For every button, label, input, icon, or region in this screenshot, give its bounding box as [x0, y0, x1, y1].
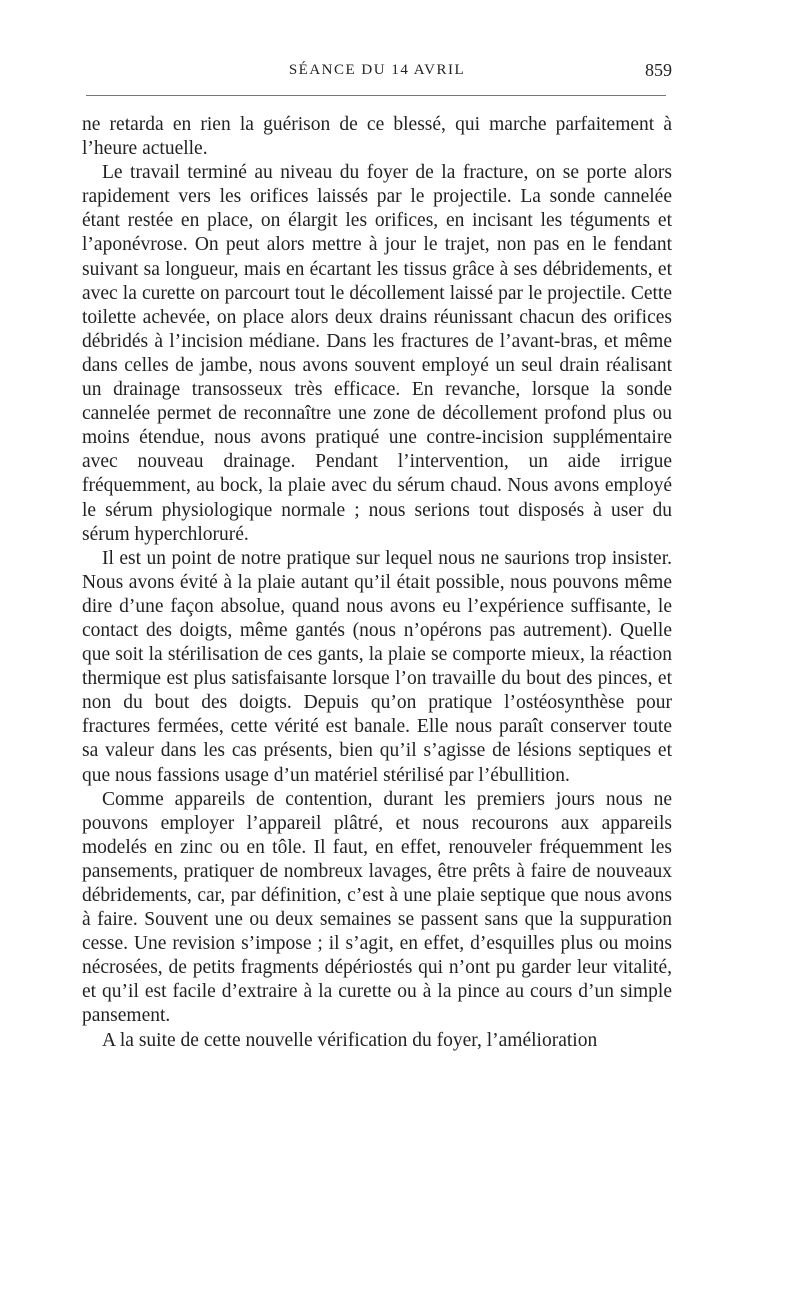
paragraph-point-de-pratique: Il est un point de notre pratique sur lequel nous ne saurions trop insister. Nous avons évité à la plaie autant qu’il était possible, nous pouvons même dire d’une façon absolue, quand nous avons eu l’expérience suffisante, le contact des doigts, même gantés (nous n’opérons pas autrement). Quelle que soit la stérilisation de ces gants, la plaie se comporte mieux, la réaction thermique est plus satisfaisante lorsque l’on travaille du bout des pinces, et non du bout des doigts. Depuis qu’on pratique l’ostéosynthèse pour fractures fermées, cette vérité est banale. Elle nous paraît conserver toute sa valeur dans les cas présents, bien qu’il s’agisse de lésions septiques et que nous fassions usage d’un matériel stérilisé par l’ébullition.	[82, 547, 672, 786]
paragraph-appareils-contention: Comme appareils de contention, durant les premiers jours nous ne pouvons employer l’appareil plâtré, et nous recourons aux appareils modelés en zinc ou en tôle. Il faut, en effet, renouveler fréquemment les pansements, pratiquer de nombreux lavages, être prêts à faire de nouveaux débridements, car, par définition, c’est à une plaie septique que nous avons à faire. Souvent une ou deux semaines se passent sans que la suppuration cesse. Une revision s’impose ; il s’agit, en effet, d’esquilles plus ou moins nécrosées, de petits fragments dépériostés qui n’ont pu garder leur vitalité, et qu’il est facile d’extraire à la curette ou à la pince au cours d’un simple pansement.	[82, 788, 672, 1027]
header-rule	[86, 95, 666, 96]
body-text	[82, 113, 672, 1053]
running-header	[82, 62, 672, 84]
header-title: SÉANCE DU 14 AVRIL	[288, 62, 466, 78]
paragraph-continuation: ne retarda en rien la guérison de ce blessé, qui marche parfaitement à l’heure actuelle.	[82, 114, 672, 160]
paragraph-travail-termine: Le travail terminé au niveau du foyer de la fracture, on se porte alors rapidement vers les orifices laissés par le projectile. La sonde cannelée étant restée en place, on élargit les orifices, en incisant les téguments et l’aponévrose. On peut alors mettre à jour le trajet, non pas en le fendant suivant sa longueur, mais en écartant les tissus grâce à ses débridements, et avec la curette on parcourt tout le décollement laissé par le projectile. Cette toilette achevée, on place alors deux drains réunissant chacun des orifices débridés à l’incision médiane. Dans les fractures de l’avant-bras, et même dans celles de jambe, nous avons souvent employé un seul drain réalisant un drainage transosseux très efficace. En revanche, lorsque la sonde cannelée permet de reconnaître une zone de décollement profond plus ou moins étendue, nous avons pratiqué une contre-incision supplémentaire avec nouveau drainage. Pendant l’intervention, un aide irrigue fréquemment, au bock, la plaie avec du sérum chaud. Nous avons employé le sérum physiologique normale ; nous serions tout disposés à user du sérum hyperchloruré.	[82, 162, 672, 545]
paragraph-amelioration: A la suite de cette nouvelle vérification du foyer, l’amélioration	[102, 1029, 598, 1051]
page-number: 859	[645, 60, 672, 80]
